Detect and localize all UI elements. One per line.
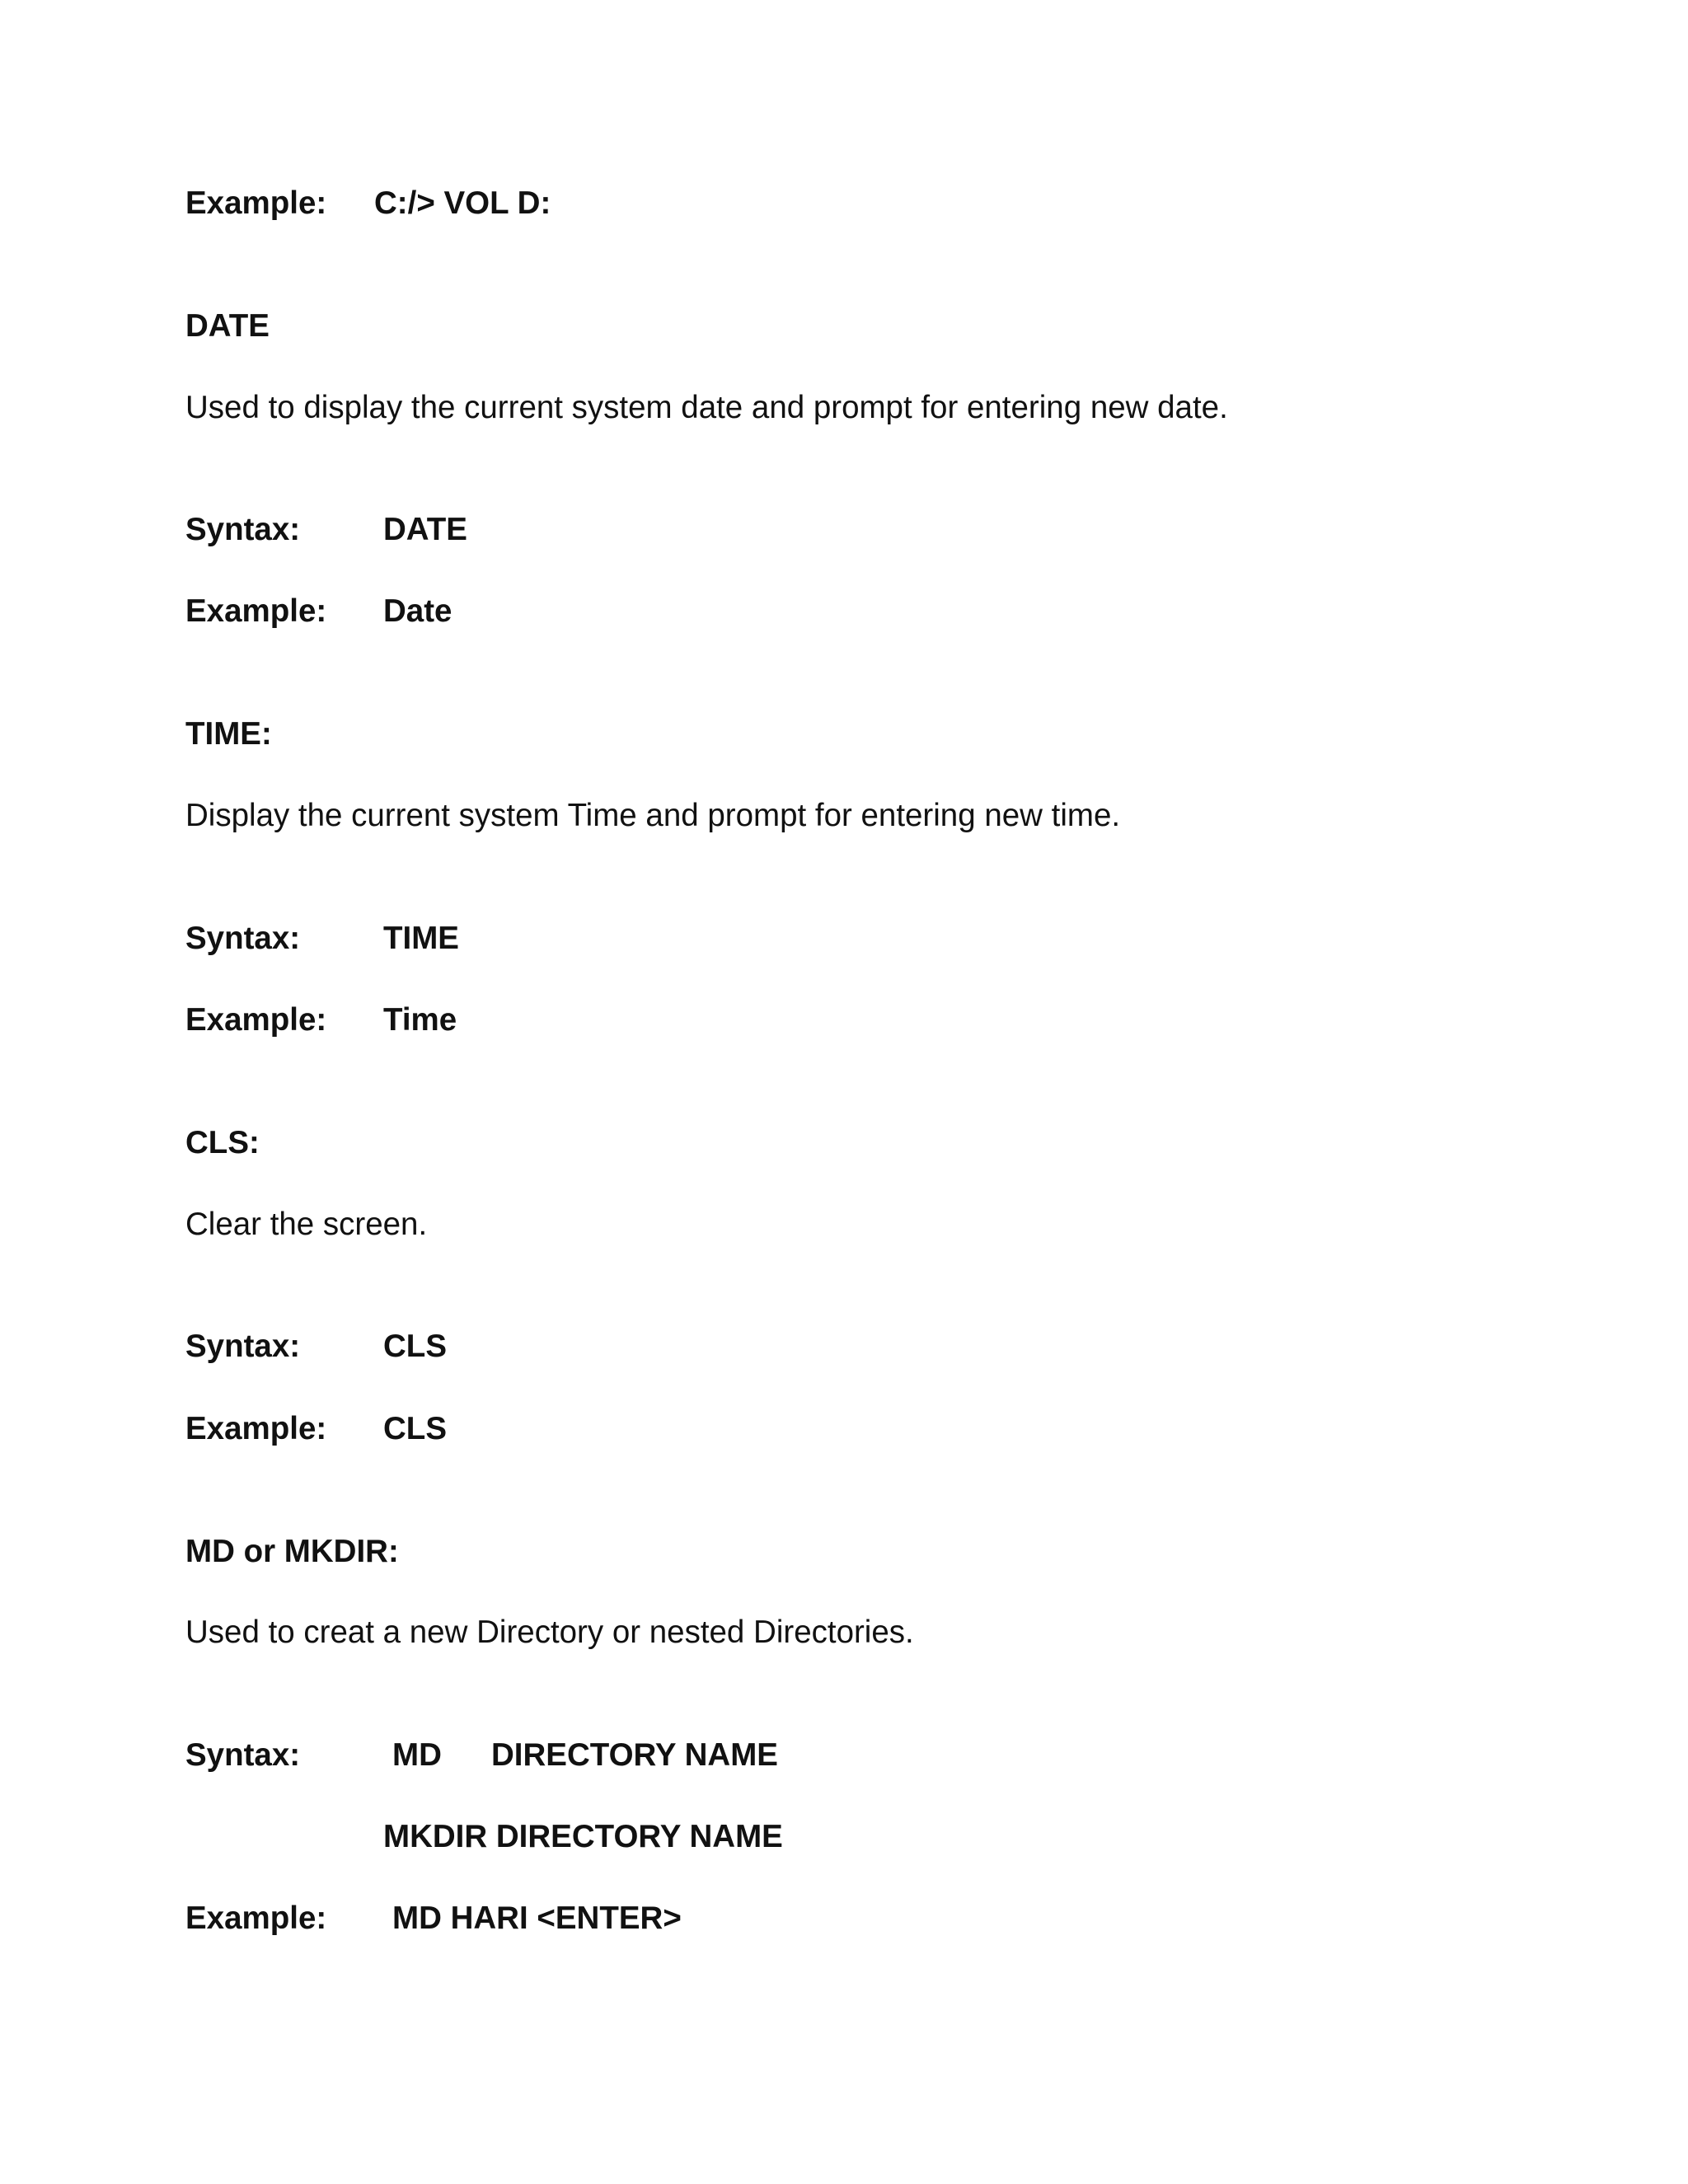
mkdir-description: Used to creat a new Directory or nested Directories. bbox=[185, 1615, 914, 1650]
date-example-value: Date bbox=[383, 593, 452, 629]
mkdir-example-value: MD HARI <ENTER> bbox=[392, 1900, 682, 1936]
date-example-label: Example: bbox=[185, 593, 327, 629]
mkdir-example-label: Example: bbox=[185, 1900, 327, 1936]
time-description: Display the current system Time and prompt for entering new time. bbox=[185, 798, 1121, 833]
intro-example-label: Example: bbox=[185, 185, 327, 221]
mkdir-syntax-arg: DIRECTORY NAME bbox=[491, 1737, 778, 1773]
mkdir-heading: MD or MKDIR: bbox=[185, 1534, 399, 1569]
mkdir-syntax-alt: MKDIR DIRECTORY NAME bbox=[383, 1819, 783, 1854]
cls-example-value: CLS bbox=[383, 1411, 447, 1446]
time-heading: TIME: bbox=[185, 716, 272, 752]
cls-syntax-label: Syntax: bbox=[185, 1329, 301, 1364]
cls-syntax-value: CLS bbox=[383, 1329, 447, 1364]
date-syntax-label: Syntax: bbox=[185, 512, 301, 547]
cls-description: Clear the screen. bbox=[185, 1207, 428, 1242]
cls-example-label: Example: bbox=[185, 1411, 327, 1446]
time-example-label: Example: bbox=[185, 1002, 327, 1038]
time-example-value: Time bbox=[383, 1002, 457, 1038]
mkdir-syntax-cmd: MD bbox=[392, 1737, 442, 1773]
time-syntax-label: Syntax: bbox=[185, 921, 301, 956]
cls-heading: CLS: bbox=[185, 1125, 260, 1160]
date-heading: DATE bbox=[185, 308, 270, 344]
intro-example-value: C:/> VOL D: bbox=[374, 185, 551, 221]
date-description: Used to display the current system date and prompt for entering new date. bbox=[185, 390, 1228, 425]
mkdir-syntax-label: Syntax: bbox=[185, 1737, 301, 1773]
time-syntax-value: TIME bbox=[383, 921, 459, 956]
date-syntax-value: DATE bbox=[383, 512, 467, 547]
